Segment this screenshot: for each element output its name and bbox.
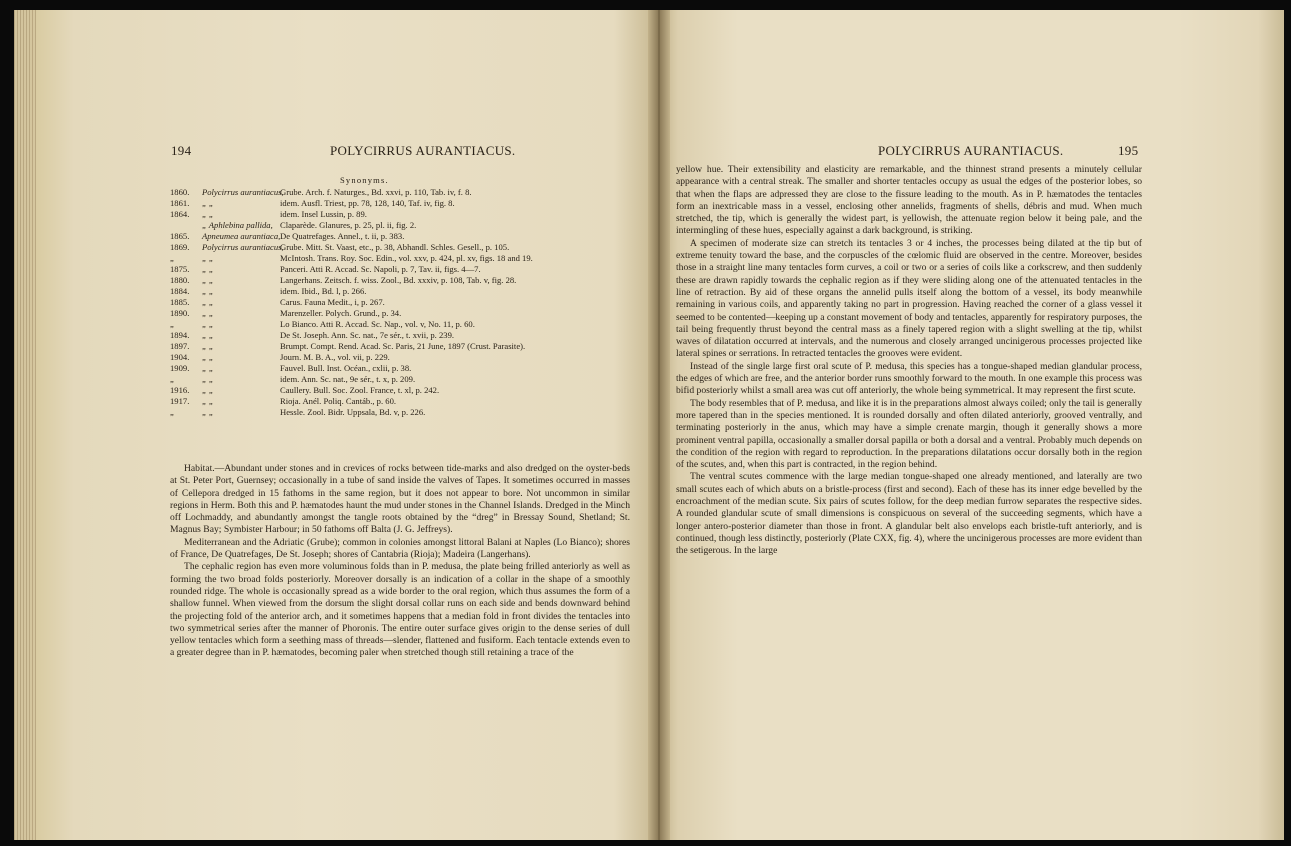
synonym-year: 1890. [170,308,190,318]
synonym-year [170,220,202,231]
synonym-year: 1884. [170,286,190,296]
synonym-name: „ „ [202,253,214,263]
synonym-name: „ „ [202,308,214,318]
synonym-name: „ „ [202,396,214,406]
synonym-name: Apneumea aurantiaca, [202,231,281,241]
synonym-row [170,363,630,374]
paragraph: The cephalic region has even more voluminous folds than in P. medusa, the plate being frilled anteriorly as well as forming the two broad folds posteriorly. Moreover dorsally is an indication of a collar in the shape of a smoothly rounded ridge. The whole is occasionally spread as a wide border to the oral region, which thus assumes the form of a shallow funnel. When viewed from the dorsum the slight dorsal collar runs on each side and bends downward behind the projecting fold of the anterior arch, and it sometimes happens that a median fold in front divides the tentacles into two symmetrical series after the manner of Phoronis. The entire outer surface gives origin to the dense series of dull yellow tentacles which form a seething mass of threads—slender, flattened and fusiform. Each tentacle extends even to a greater degree than in P. hæmatodes, becoming paler when stretched though still retaining a trace of the [170,561,630,659]
synonym-name: „ „ [202,385,214,395]
paragraph: Mediterranean and the Adriatic (Grube); common in colonies amongst littoral Balani at Naples (Lo Bianco); shores of France, De Quatrefages, De St. Joseph; shores of Cantabria (Rioja); Madeira (Langerhans). [170,536,630,561]
synonym-row [170,407,630,418]
synonym-reference: Claparède. Glanures, p. 25, pl. ii, fig. 2. [280,220,417,230]
synonym-name: „ „ [202,407,214,417]
synonym-year: 1865. [170,231,190,241]
synonym-name: „ „ [202,198,214,208]
synonym-row [170,198,630,209]
paragraph: The ventral scutes commence with the large median tongue-shaped one already mentioned, and laterally are two small scutes each of which abuts on a bristle-process (first and second). Each of these has its inner edge bevelled by the encroachment of the median scute. Six pairs of scutes follow, for the deep median furrow separates the respective sides. A rounded glandular scute of small dimensions is conspicuous on several of the succeeding segments, which have a longer antero-posterior diameter than those in front. A glandular belt also envelops each bristle-tuft anteriorly, and is continued, though less distinctly, posteriorly (Plate CXX, fig. 4), where the uncinigerous processes are more evident than the setigerous. In the large [676,471,1142,557]
paragraph: A specimen of moderate size can stretch its tentacles 3 or 4 inches, the processes being dilated at the tip but of extreme tenuity toward the base, and the corpuscles of the cœlomic fluid are observed in the centre. Moreover, besides those in a straight line many tentacles form curves, a coil or two or a series of coils like a corkscrew, and then suddenly these are drawn rapidly towards the cephalic region as if they were sliding along one of the attenuated tentacles in the line of retraction. By aid of these organs the annelid pulls itself along the bottom of a vessel, its body meanwhile remaining in various coils, and apparently taking no part in progression. Having reached the corner of a glass vessel it seemed to be contented—keeping up a constant movement of body and tentacles, apparently for respiratory purposes, the tail being frequently thrust beyond the central mass as a finely tapered region with a slight swelling at the tip, whilst waves of dilatation occurred at intervals, and the numerous and closely arranged uncinigerous processes projected like lateral spines or serrations. In retracted tentacles the grooves were evident. [676,237,1142,360]
synonym-row [170,275,630,286]
synonym-reference: Grube. Mitt. St. Vaast, etc., p. 38, Abhandl. Schles. Gesell., p. 105. [280,242,510,252]
synonym-name: „ „ [202,297,214,307]
synonym-year: „ [170,253,174,263]
synonym-year: 1880. [170,275,190,285]
synonym-year: 1860. [170,187,190,197]
synonym-row [170,231,630,242]
synonym-row [170,396,630,407]
synonym-row [170,209,630,220]
synonym-name: Polycirrus aurantiacus, [202,187,284,197]
synonym-name: Polycirrus aurantiacus, [202,242,284,252]
synonym-reference: Brumpt. Compt. Rend. Acad. Sc. Paris, 21 June, 1897 (Crust. Parasite). [280,341,526,351]
right-body-text [676,164,1142,558]
synonym-reference: Langerhans. Zeitsch. f. wiss. Zool., Bd. xxxiv, p. 108, Tab. v, fig. 28. [280,275,517,285]
synonym-name: „ „ [202,319,214,329]
synonym-name: „ „ [202,330,214,340]
synonym-reference: Marenzeller. Polych. Grund., p. 34. [280,308,402,318]
synonym-row [170,352,630,363]
synonym-row [170,242,630,253]
synonym-reference: idem. Insel Lussin, p. 89. [280,209,367,219]
page-edges [14,10,36,840]
synonym-year: „ [170,407,174,417]
synonym-year: 1909. [170,363,190,373]
synonym-year: 1897. [170,341,190,351]
synonym-row [170,319,630,330]
synonym-name: „ „ [202,374,214,384]
synonym-reference: De Quatrefages. Annel., t. ii, p. 383. [280,231,405,241]
synonym-year: 1885. [170,297,190,307]
synonym-name: „ „ [202,209,214,219]
right-page-number: 195 [1118,143,1139,158]
synonym-row [170,286,630,297]
synonym-name: „ „ [202,363,214,373]
synonym-row [170,385,630,396]
paragraph: Instead of the single large first oral scute of P. medusa, this species has a tongue-shaped median glandular process, the edges of which are free, and the anterior border runs smoothly forward to the mouth. In one example this process was bifid posteriorly whilst a small area was cut off anteriorly, the whole being symmetrical. It may represent the first scute. [676,360,1142,397]
synonym-year: 1894. [170,330,190,340]
synonym-reference: De St. Joseph. Ann. Sc. nat., 7e sér., t. xvii, p. 239. [280,330,455,340]
synonym-name: „ Aphlebina pallida, [202,220,273,230]
synonym-name: „ „ [202,286,214,296]
synonym-year: „ [170,319,174,329]
synonyms-title: Synonyms. [340,175,389,185]
synonym-row [170,187,630,198]
paragraph: yellow hue. Their extensibility and elasticity are remarkable, and the thinnest strand presents a minutely cellular appearance with a central streak. The smaller and shorter tentacles occupy as usual the edges of the posterior lobes, so that when the flaps are adpressed they are close to the fissure leading to the mouth. As in P. hæmatodes the tentacles form an inextricable mass in a vessel, enclosing other annelids, fragments of shells, débris and mud. When much stretched, the tip, which is generally the widest part, is yellowish, the attenuate region below it being pale, and the intermingling of these hues, especially against a dark background, is striking. [676,164,1142,237]
synonym-reference: Journ. M. B. A., vol. vii, p. 229. [280,352,390,362]
left-page-number: 194 [171,143,192,158]
synonym-reference: Fauvel. Bull. Inst. Océan., cxlii, p. 38. [280,363,412,373]
paragraph: Habitat.—Abundant under stones and in crevices of rocks between tide-marks and also dredged on the oyster-beds at St. Peter Port, Guernsey; occasionally in a tube of sand inside the valves of Tapes. It sometimes occurred in masses of Cellepora dredged in 15 fathoms in the same region, but it does not appear to bore. Not uncommon in similar regions in Herm. Both this and P. hæmatodes haunt the mud under stones in the Channel Islands. Dredged in the Minch off Lochmaddy, and abundantly amongst the tangle roots obtained by the “dreg” in Bressay Sound, Shetland; St. Magnus Bay; Symbister Harbour; in 50 fathoms off Balta (J. G. Jeffreys). [170,463,630,536]
synonym-reference: McIntosh. Trans. Roy. Soc. Edin., vol. xxv, p. 424, pl. xv, figs. 18 and 19. [280,253,533,263]
synonym-name: „ „ [202,341,214,351]
synonyms-list [170,187,630,418]
synonym-row [170,264,630,275]
synonym-year: „ [170,374,174,384]
synonym-row [170,374,630,385]
synonym-reference: Rioja. Anél. Poliq. Cantáb., p. 60. [280,396,397,406]
synonym-row [170,253,630,264]
synonym-year: 1916. [170,385,190,395]
synonym-reference: Caullery. Bull. Soc. Zool. France, t. xl, p. 242. [280,385,440,395]
synonym-year: 1904. [170,352,190,362]
paragraph: The body resembles that of P. medusa, and like it is in the preparations almost always coiled; only the tail is generally more tapered than in the species mentioned. It is rounded dorsally and often dilated anteriorly, grooved ventrally, and terminating posteriorly in the anus, which may have a simple crenate margin, though it generally shows a more prominent ventral papilla, occasionally a smaller dorsal papilla or both a dorsal and a ventral. Probably much depends on the condition of the region with regard to reproduction. In the preparations dilatations occur dorsally both in the region of the scutes, and, when this part is contracted, in the region behind. [676,397,1142,471]
synonym-reference: Lo Bianco. Atti R. Accad. Sc. Nap., vol. v, No. 11, p. 60. [280,319,475,329]
synonym-year: 1875. [170,264,190,274]
synonym-year: 1917. [170,396,190,406]
synonym-name: „ „ [202,264,214,274]
synonym-row [170,341,630,352]
synonym-reference: idem. Ann. Sc. nat., 9e sér., t. x, p. 209. [280,374,416,384]
book-gutter [648,10,670,840]
synonym-row [170,330,630,341]
left-running-head: POLYCIRRUS AURANTIACUS. [330,143,516,158]
synonym-name: „ „ [202,275,214,285]
left-body-text [170,463,630,660]
synonym-reference: Grube. Arch. f. Naturges., Bd. xxvi, p. 110, Tab. iv, f. 8. [280,187,472,197]
synonym-year: 1861. [170,198,190,208]
synonym-row [170,297,630,308]
synonym-name: „ „ [202,352,214,362]
right-running-head: POLYCIRRUS AURANTIACUS. [878,143,1064,158]
synonym-reference: Carus. Fauna Medit., i, p. 267. [280,297,385,307]
synonym-reference: Hessle. Zool. Bidr. Uppsala, Bd. v, p. 226. [280,407,426,417]
synonym-year: 1869. [170,242,190,252]
synonym-reference: Panceri. Atti R. Accad. Sc. Napoli, p. 7, Tav. ii, figs. 4—7. [280,264,481,274]
synonym-year: 1864. [170,209,190,219]
left-page [14,10,658,840]
synonym-row [170,220,630,231]
synonym-row [170,308,630,319]
synonym-reference: idem. Ibid., Bd. l, p. 266. [280,286,367,296]
synonym-reference: idem. Ausfl. Triest, pp. 78, 128, 140, Taf. iv, fig. 8. [280,198,455,208]
